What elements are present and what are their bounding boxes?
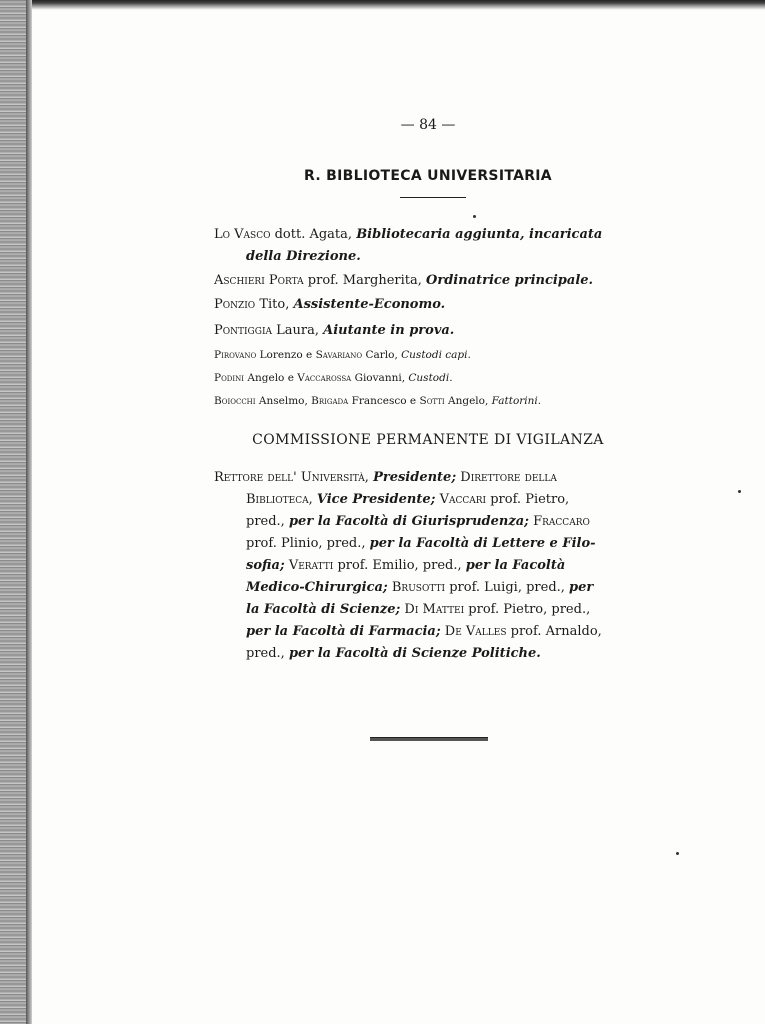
staff-name-3: Sotti — [419, 395, 445, 407]
staff-role: Aiutante in prova. — [323, 323, 455, 338]
commission-line — [214, 533, 644, 555]
commission-role: per la Facoltà — [465, 558, 566, 573]
commission-line — [214, 621, 644, 643]
commission-role: per — [569, 580, 594, 595]
commission-member: Direttore della — [460, 470, 557, 485]
commission-member: De Valles — [444, 624, 507, 639]
staff-detail-2: Francesco e — [351, 395, 417, 407]
scan-binding-shadow — [26, 0, 32, 1024]
scan-top-edge — [0, 0, 765, 10]
page-number: — 84 — — [400, 117, 456, 133]
staff-name-2: Brigada — [311, 395, 349, 407]
staff-role: Custodi. — [408, 372, 453, 384]
commission-role: Vice Presidente; — [316, 492, 436, 507]
staff-entry — [214, 224, 644, 268]
commission-role: per la Facoltà di Scienze Politiche. — [288, 646, 541, 661]
commission-member: Biblioteca, — [246, 492, 313, 507]
staff-detail-2: Carlo, — [365, 349, 398, 361]
staff-name-2: Vaccarossa — [297, 372, 352, 384]
commission-detail: prof. Plinio, pred., — [246, 536, 366, 551]
staff-detail-2: Giovanni, — [354, 372, 406, 384]
commission-member: Brusotti — [391, 580, 446, 595]
commission-detail: pred., — [246, 646, 285, 661]
staff-name: Boiocchi — [214, 395, 256, 407]
section-heading: COMMISSIONE PERMANENTE DI VIGILANZA — [252, 432, 604, 448]
staff-detail: Anselmo, — [258, 395, 308, 407]
scan-speck — [738, 490, 741, 493]
commission-member: Veratti — [288, 558, 334, 573]
commission-line — [214, 467, 644, 489]
staff-role: Fattorini. — [491, 395, 542, 407]
staff-detail: Lorenzo e — [259, 349, 313, 361]
staff-name: Pirovano — [214, 349, 257, 361]
staff-role: Custodi capi. — [401, 349, 471, 361]
commission-role: per la Facoltà di Farmacia; — [246, 624, 441, 639]
commission-role: la Facoltà di Scienze; — [246, 602, 401, 617]
staff-role: Bibliotecaria aggiunta, incaricata — [356, 227, 603, 242]
commission-role: per la Facoltà di Giurisprudenza; — [288, 514, 529, 529]
commission-paragraph — [214, 467, 644, 665]
commission-detail: prof. Arnaldo, — [510, 624, 602, 639]
staff-role: Ordinatrice principale. — [426, 273, 594, 288]
commission-detail: pred., — [246, 514, 285, 529]
staff-detail-3: Angelo, — [448, 395, 489, 407]
staff-entry — [214, 270, 644, 292]
scan-speck — [473, 215, 476, 218]
staff-detail: Laura, — [276, 323, 319, 338]
commission-member: Rettore dell' Università, — [214, 470, 369, 485]
staff-name: Podini — [214, 372, 245, 384]
staff-name: Aschieri Porta — [214, 273, 304, 288]
staff-entry — [214, 320, 644, 342]
staff-name: Pontiggia — [214, 323, 272, 338]
commission-detail: prof. Pietro, — [490, 492, 570, 507]
staff-detail: prof. Margherita, — [307, 273, 422, 288]
staff-name: Lo Vasco — [214, 227, 271, 242]
staff-entry — [214, 390, 644, 412]
staff-entry — [214, 294, 644, 316]
commission-member: Di Mattei — [404, 602, 465, 617]
staff-detail: Angelo e — [247, 372, 294, 384]
commission-detail: prof. Luigi, pred., — [449, 580, 565, 595]
commission-member: Fraccaro — [533, 514, 590, 529]
commission-detail: prof. Pietro, pred., — [468, 602, 591, 617]
commission-line — [214, 577, 644, 599]
commission-line — [214, 511, 644, 533]
commission-line — [214, 555, 644, 577]
staff-detail: dott. Agata, — [274, 227, 353, 242]
commission-role: per la Facoltà di Lettere e Filo- — [369, 536, 596, 551]
staff-name: Ponzio — [214, 297, 256, 312]
page-title: R. BIBLIOTECA UNIVERSITARIA — [304, 168, 552, 184]
staff-entry — [214, 367, 644, 389]
commission-line — [214, 599, 644, 621]
commission-member: Vaccari — [439, 492, 487, 507]
closing-rule — [370, 737, 488, 741]
staff-entry — [214, 344, 644, 366]
commission-line — [214, 643, 644, 665]
commission-line — [214, 489, 644, 511]
scan-binding-edge — [0, 0, 26, 1024]
commission-role: Presidente; — [373, 470, 457, 485]
staff-detail: Tito, — [259, 297, 290, 312]
commission-detail: prof. Emilio, pred., — [337, 558, 462, 573]
staff-role: Assistente-Economo. — [293, 297, 446, 312]
scan-speck — [676, 852, 679, 855]
commission-role: Medico-Chirurgica; — [246, 580, 388, 595]
staff-name-2: Savariano — [315, 349, 363, 361]
title-rule — [400, 197, 466, 198]
staff-role-cont: della Direzione. — [246, 249, 361, 264]
commission-role: sofia; — [246, 558, 285, 573]
